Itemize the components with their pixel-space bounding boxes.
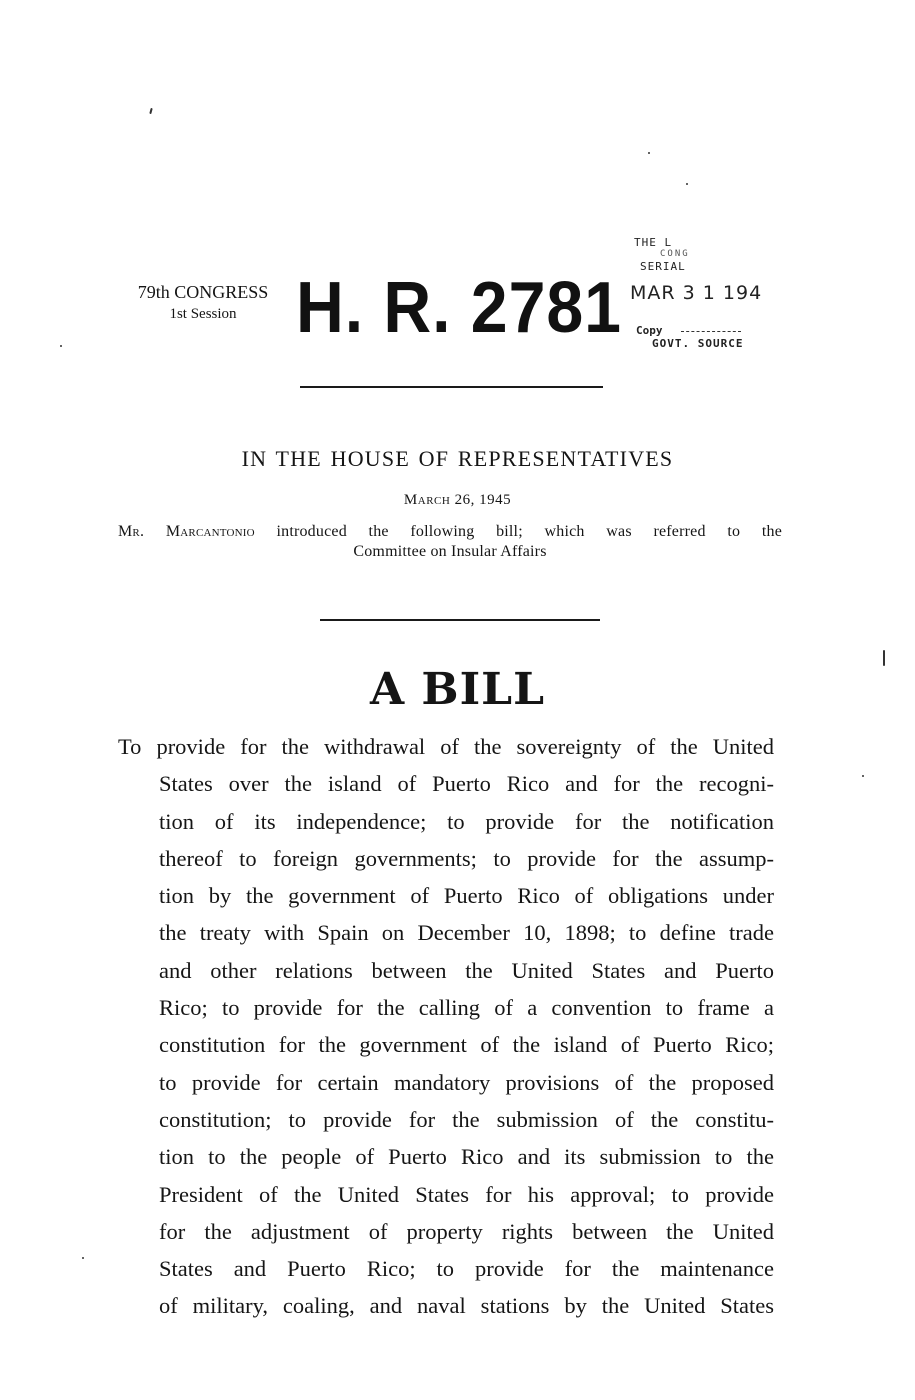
bill-number: H. R. 2781 [296,268,622,348]
stamp-library-text: THE L [634,236,673,249]
purpose-line: To provide for the withdrawal of the sovereignty of the United [118,734,774,759]
purpose-line: for the adjustment of property rights between the United [159,1218,774,1244]
introduction-line-1 [118,522,782,542]
stamp-congress-text: CONG [660,249,690,259]
scan-speck [862,775,864,777]
stamp-serial-text: SERIAL [640,260,686,273]
purpose-line: constitution; to provide for the submission of the constitu- [159,1106,774,1132]
purpose-line: tion of its independence; to provide for the notification [159,808,774,834]
stamp-date: MAR 3 1 194 [630,282,763,304]
header-rule [300,386,603,388]
purpose-line: and other relations between the United States and Puerto [159,957,774,983]
purpose-line: the treaty with Spain on December 10, 1898; to define trade [159,920,774,946]
introduction-text: introduced the following bill; which was referred to the [276,523,783,540]
scan-speck [149,108,152,114]
library-received-stamp [624,236,774,350]
purpose-line: constitution for the government of the island of Puerto Rico; [159,1032,774,1058]
introduction-statement [118,522,782,562]
stamp-copy-text: Copy [636,324,663,337]
congress-label: 79th CONGRESS [137,282,269,302]
purpose-line: States over the island of Puerto Rico and for the recogni- [159,771,774,797]
committee-line: Committee on Insular Affairs [353,543,547,560]
purpose-line: Rico; to provide for the calling of a convention to frame a [159,995,774,1021]
congress-session-block [118,281,288,325]
bill-purpose-text [118,728,774,1325]
sponsor-name: Mr. Marcantonio [118,523,255,540]
bill-title: A BILL [369,664,546,715]
session-label: 1st Session [169,306,237,322]
purpose-line: thereof to foreign governments; to provide for the assump- [159,845,774,871]
purpose-line: President of the United States for his approval; to provide [159,1181,774,1207]
purpose-line: States and Puerto Rico; to provide for the maintenance [159,1256,774,1282]
stamp-copy-line [681,331,741,332]
section-rule [320,619,600,621]
scan-speck [82,1257,84,1259]
introduction-date: March 26, 1945 [403,492,512,508]
stamp-source-text: GOVT. SOURCE [652,337,744,350]
scan-speck [648,152,650,154]
scan-speck [686,183,688,185]
purpose-line: of military, coaling, and naval stations by the United States [159,1293,774,1319]
purpose-line: tion by the government of Puerto Rico of obligations under [159,883,774,909]
purpose-line: tion to the people of Puerto Rico and its submission to the [159,1144,774,1170]
house-heading: IN THE HOUSE OF REPRESENTATIVES [241,446,674,471]
scan-speck [60,345,62,347]
purpose-line: to provide for certain mandatory provisions of the proposed [159,1069,774,1095]
